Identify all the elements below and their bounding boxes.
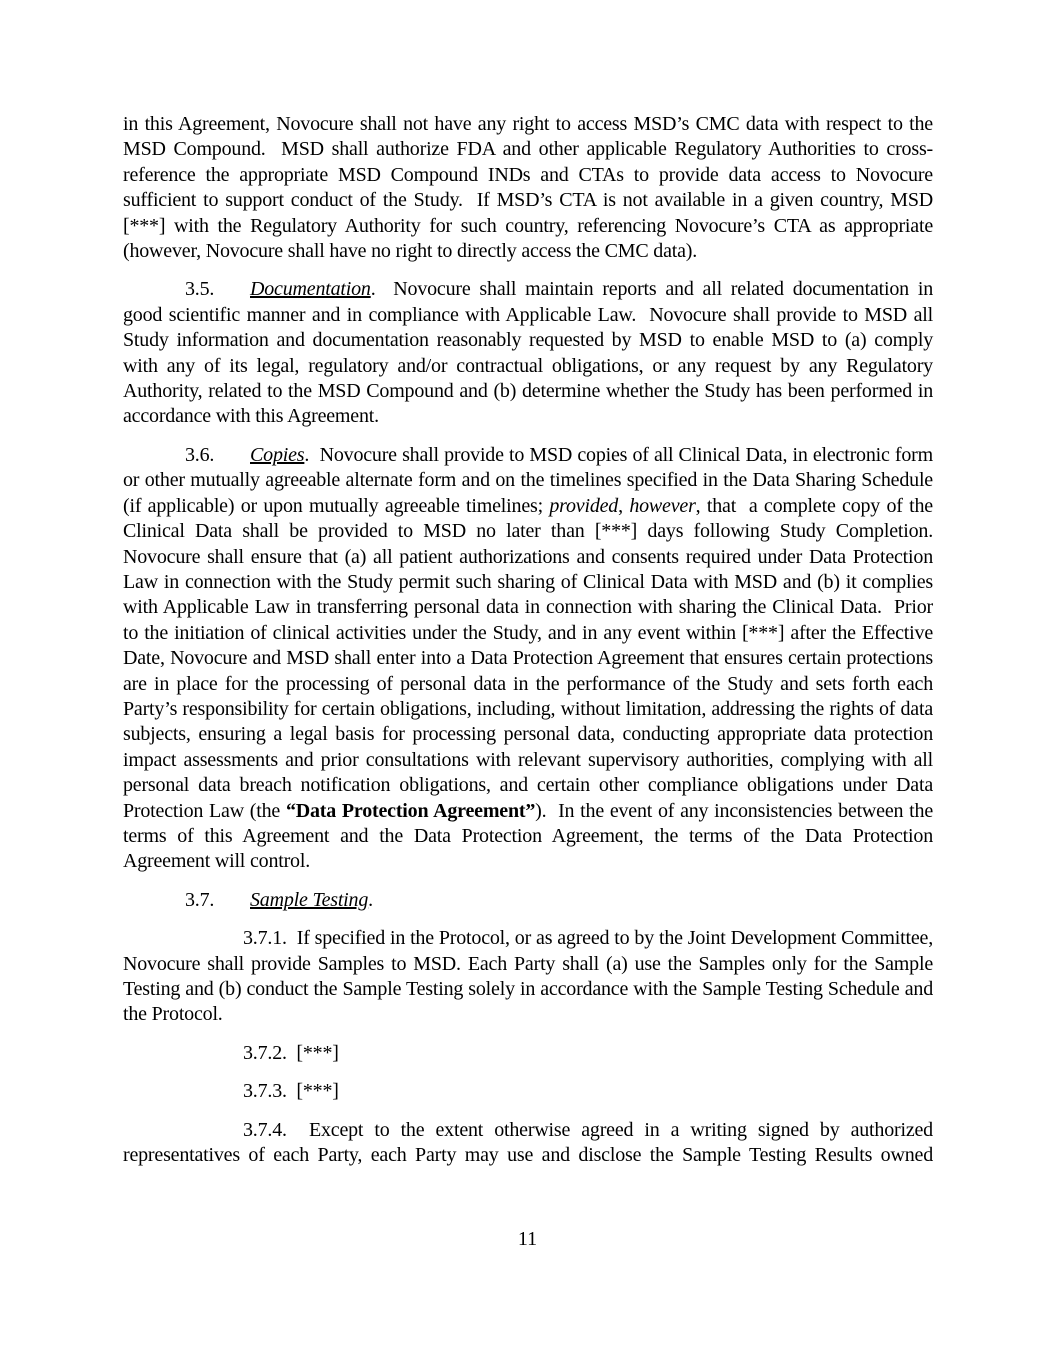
section-body: . Novocure shall maintain reports and all related documentation in good scientific manner and in compliance with Applicable Law. Novocure shall provide to MSD all Study information and documentation reasonably requested by MSD to enable MSD to (a) comply with any of its legal, regulatory and/or contractual obligations, or any request by any Regulatory Authority, related to the MSD Compound and (b) determine whether the Study has been performed in accordance with this Agreement.: [123, 278, 938, 428]
section-number: 3.7.: [185, 888, 215, 911]
subsection-number: 3.7.4.: [243, 1118, 287, 1141]
section-heading-period: .: [368, 888, 373, 911]
document-text-block: [123, 112, 943, 1181]
section-3-6: [123, 443, 943, 875]
section-heading: Sample Testing: [250, 888, 369, 911]
subsection-body: If specified in the Protocol, or as agreed to by the Joint Development Committee, Novocure shall provide Samples to MSD. Each Party shall (a) use the Samples only for the Sample Testing and (b) conduct the Sample Testing solely in accordance with the Sample Testing Schedule and the Protocol.: [123, 927, 938, 1026]
subsection-3-7-4: [123, 1118, 938, 1169]
section-heading: Documentation: [250, 278, 371, 301]
paragraph-text: in this Agreement, Novocure shall not have any right to access MSD’s CMC data with respect to the MSD Compound. MSD shall authorize FDA and other applicable Regulatory Authorities to cross-reference the appropriate MSD Compound INDs and CTAs to provide data access to Novocure sufficient to support conduct of the Study. If MSD’s CTA is not available in a given country, MSD [***] with the Regulatory Authority for such country, referencing Novocure’s CTA as appropriate (however, Novocure shall have no right to directly access the CMC data).: [123, 113, 938, 263]
section-3-5: [123, 277, 938, 429]
subsection-3-7-3: [123, 1079, 933, 1104]
section-body: . Novocure shall provide to MSD copies of all Clinical Data, in electronic form or other mutually agreeable alternate form and on the timelines specified in the Data Sharing Schedule (if applicable) or upon mutually agreeable timelines;: [123, 443, 938, 517]
section-body: ). In the event of any inconsistencies between the terms of this Agreement and the Data Protection Agreement, the terms of the Data Protection Agreement will control.: [123, 799, 938, 873]
subsection-number: 3.7.3.: [243, 1080, 287, 1103]
paragraph-continuation: [123, 112, 938, 264]
subsection-number: 3.7.2.: [243, 1041, 287, 1064]
subsection-body: [***]: [286, 1041, 339, 1064]
subsection-body: Except to the extent otherwise agreed in a writing signed by authorized representatives of each Party, each Party may use and disclose the Sample Testing Results owned: [123, 1118, 938, 1167]
section-number: 3.6.: [185, 443, 215, 466]
subsection-3-7-1: [123, 926, 938, 1028]
section-body: ,: [618, 494, 630, 517]
section-body: , that a complete copy of the Clinical Data shall be provided to MSD no later than [***] days following Study Completion. Novocure shall ensure that (a) all patient authorizations and consents required under Data Protection Law in connection with the Study permit such sharing of Clinical Data with MSD and (b) it complies with Applicable Law in transferring personal data in connection with sharing the Clinical Data. Prior to the initiation of clinical activities under the Study, and in any event within [***] after the Effective Date, Novocure and MSD shall enter into a Data Protection Agreement that ensures certain protections are in place for the processing of personal data in the performance of the Study and sets forth each Party’s responsibility for certain obligations, including, without limitation, addressing the rights of data subjects, ensuring a legal basis for processing personal data, conducting appropriate data protection impact assessments and prior consultations with relevant supervisory authorities, complying with all personal data breach notification obligations, and certain other compliance obligations under Data Protection Law (the: [123, 494, 943, 822]
italic-term-however: however: [629, 494, 696, 517]
defined-term-data-protection-agreement: “Data Protection Agreement”: [285, 799, 536, 822]
subsection-number: 3.7.1.: [243, 927, 287, 950]
page-number: 11: [517, 1228, 538, 1250]
section-3-7: [123, 888, 933, 913]
subsection-3-7-2: [123, 1041, 933, 1066]
subsection-body: [***]: [286, 1080, 339, 1103]
section-number: 3.5.: [185, 278, 215, 301]
italic-term-provided: provided: [549, 494, 619, 517]
section-heading: Copies: [250, 443, 305, 466]
